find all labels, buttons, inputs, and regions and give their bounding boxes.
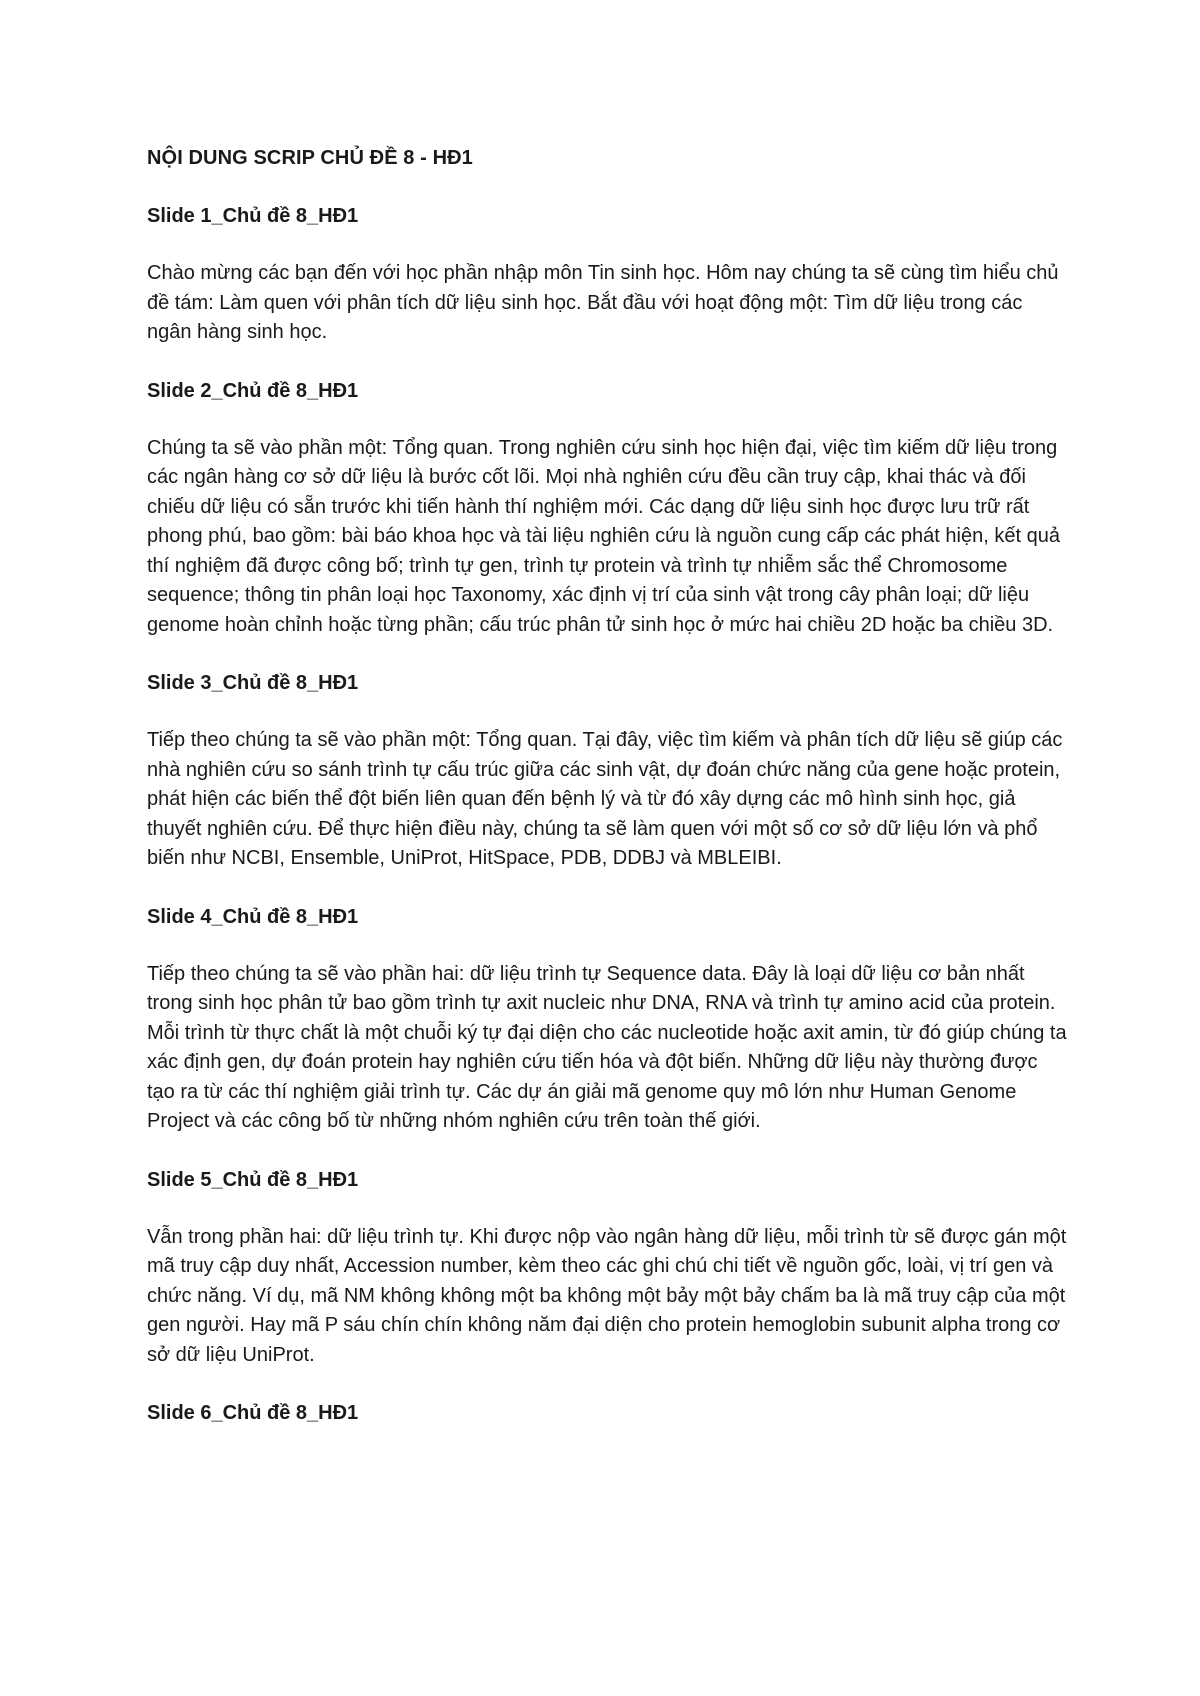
slide-text: Tiếp theo chúng ta sẽ vào phần một: Tổng quan. Tại đây, việc tìm kiếm và phân tích dữ liệu sẽ giúp các nhà nghiên cứu so sánh trình tự cấu trúc giữa các sinh vật, dự đoán chức năng của gene hoặc protein, phát hiện các biến thể đột biến liên quan đến bệnh lý và từ đó xây dựng các mô hình sinh học, giả thuyết nghiên cứu. Để thực hiện điều này, chúng ta sẽ làm quen với một số cơ sở dữ liệu lớn và phổ biến như NCBI, Ensemble, UniProt, HitSpace, PDB, DDBJ và MBLEIBI. bbox=[147, 729, 1063, 869]
slide-text: Tiếp theo chúng ta sẽ vào phần hai: dữ liệu trình tự Sequence data. Đây là loại dữ liệu cơ bản nhất trong sinh học phân tử bao gồm trình tự axit nucleic như DNA, RNA và trình tự amino acid của protein. Mỗi trình từ thực chất là một chuỗi ký tự đại diện cho các nucleotide hoặc axit amin, từ đó giúp chúng ta xác định gen, dự đoán protein hay nghiên cứu tiến hóa và đột biến. Những dữ liệu này thường được tạo ra từ các thí nghiệm giải trình tự. Các dự án giải mã genome quy mô lớn như Human Genome Project và các công bố từ những nhóm nghiên cứu trên toàn thế giới. bbox=[147, 962, 1067, 1132]
slide-heading: Slide 3_Chủ đề 8_HĐ1 bbox=[147, 672, 359, 694]
slide-heading: Slide 6_Chủ đề 8_HĐ1 bbox=[147, 1402, 359, 1424]
document-page bbox=[147, 143, 1067, 1428]
slide-section-5 bbox=[147, 1165, 1067, 1371]
slide-heading: Slide 1_Chủ đề 8_HĐ1 bbox=[147, 205, 359, 227]
slide-text: Vẫn trong phần hai: dữ liệu trình tự. Khi được nộp vào ngân hàng dữ liệu, mỗi trình từ sẽ được gán một mã truy cập duy nhất, Accession number, kèm theo các ghi chú chi tiết về nguồn gốc, loài, vị trí gen và chức năng. Ví dụ, mã NM không không một ba không một bảy một bảy chấm ba là mã truy cập của một gen người. Hay mã P sáu chín chín không năm đại diện cho protein hemoglobin subunit alpha trong cơ sở dữ liệu UniProt. bbox=[147, 1225, 1067, 1366]
slide-section-4 bbox=[147, 902, 1067, 1137]
slide-heading: Slide 2_Chủ đề 8_HĐ1 bbox=[147, 379, 359, 402]
slide-section-6 bbox=[147, 1398, 1067, 1428]
slide-heading: Slide 4_Chủ đề 8_HĐ1 bbox=[147, 905, 359, 928]
slide-text: Chúng ta sẽ vào phần một: Tổng quan. Trong nghiên cứu sinh học hiện đại, việc tìm kiếm dữ liệu trong các ngân hàng cơ sở dữ liệu là bước cốt lõi. Mọi nhà nghiên cứu đều cần truy cập, khai thác và đối chiếu dữ liệu có sẵn trước khi tiến hành thí nghiệm mới. Các dạng dữ liệu sinh học được lưu trữ rất phong phú, bao gồm: bài báo khoa học và tài liệu nghiên cứu là nguồn cung cấp các phát hiện, kết quả thí nghiệm đã được công bố; trình tự gen, trình tự protein và trình tự nhiễm sắc thể Chromosome sequence; thông tin phân loại học Taxonomy, xác định vị trí của sinh vật trong cây phân loại; dữ liệu genome hoàn chỉnh hoặc từng phần; cấu trúc phân tử sinh học ở mức hai chiều 2D hoặc ba chiều 3D. bbox=[147, 436, 1060, 636]
slide-text: Chào mừng các bạn đến với học phần nhập môn Tin sinh học. Hôm nay chúng ta sẽ cùng tìm hiểu chủ đề tám: Làm quen với phân tích dữ liệu sinh học. Bắt đầu với hoạt động một: Tìm dữ liệu trong các ngân hàng sinh học. bbox=[147, 262, 1059, 343]
slide-section-3 bbox=[147, 668, 1067, 874]
slide-heading: Slide 5_Chủ đề 8_HĐ1 bbox=[147, 1168, 359, 1191]
document-title: NỘI DUNG SCRIP CHỦ ĐỀ 8 - HĐ1 bbox=[147, 147, 473, 169]
slide-section-2 bbox=[147, 376, 1067, 641]
slide-section-1 bbox=[147, 201, 1067, 348]
